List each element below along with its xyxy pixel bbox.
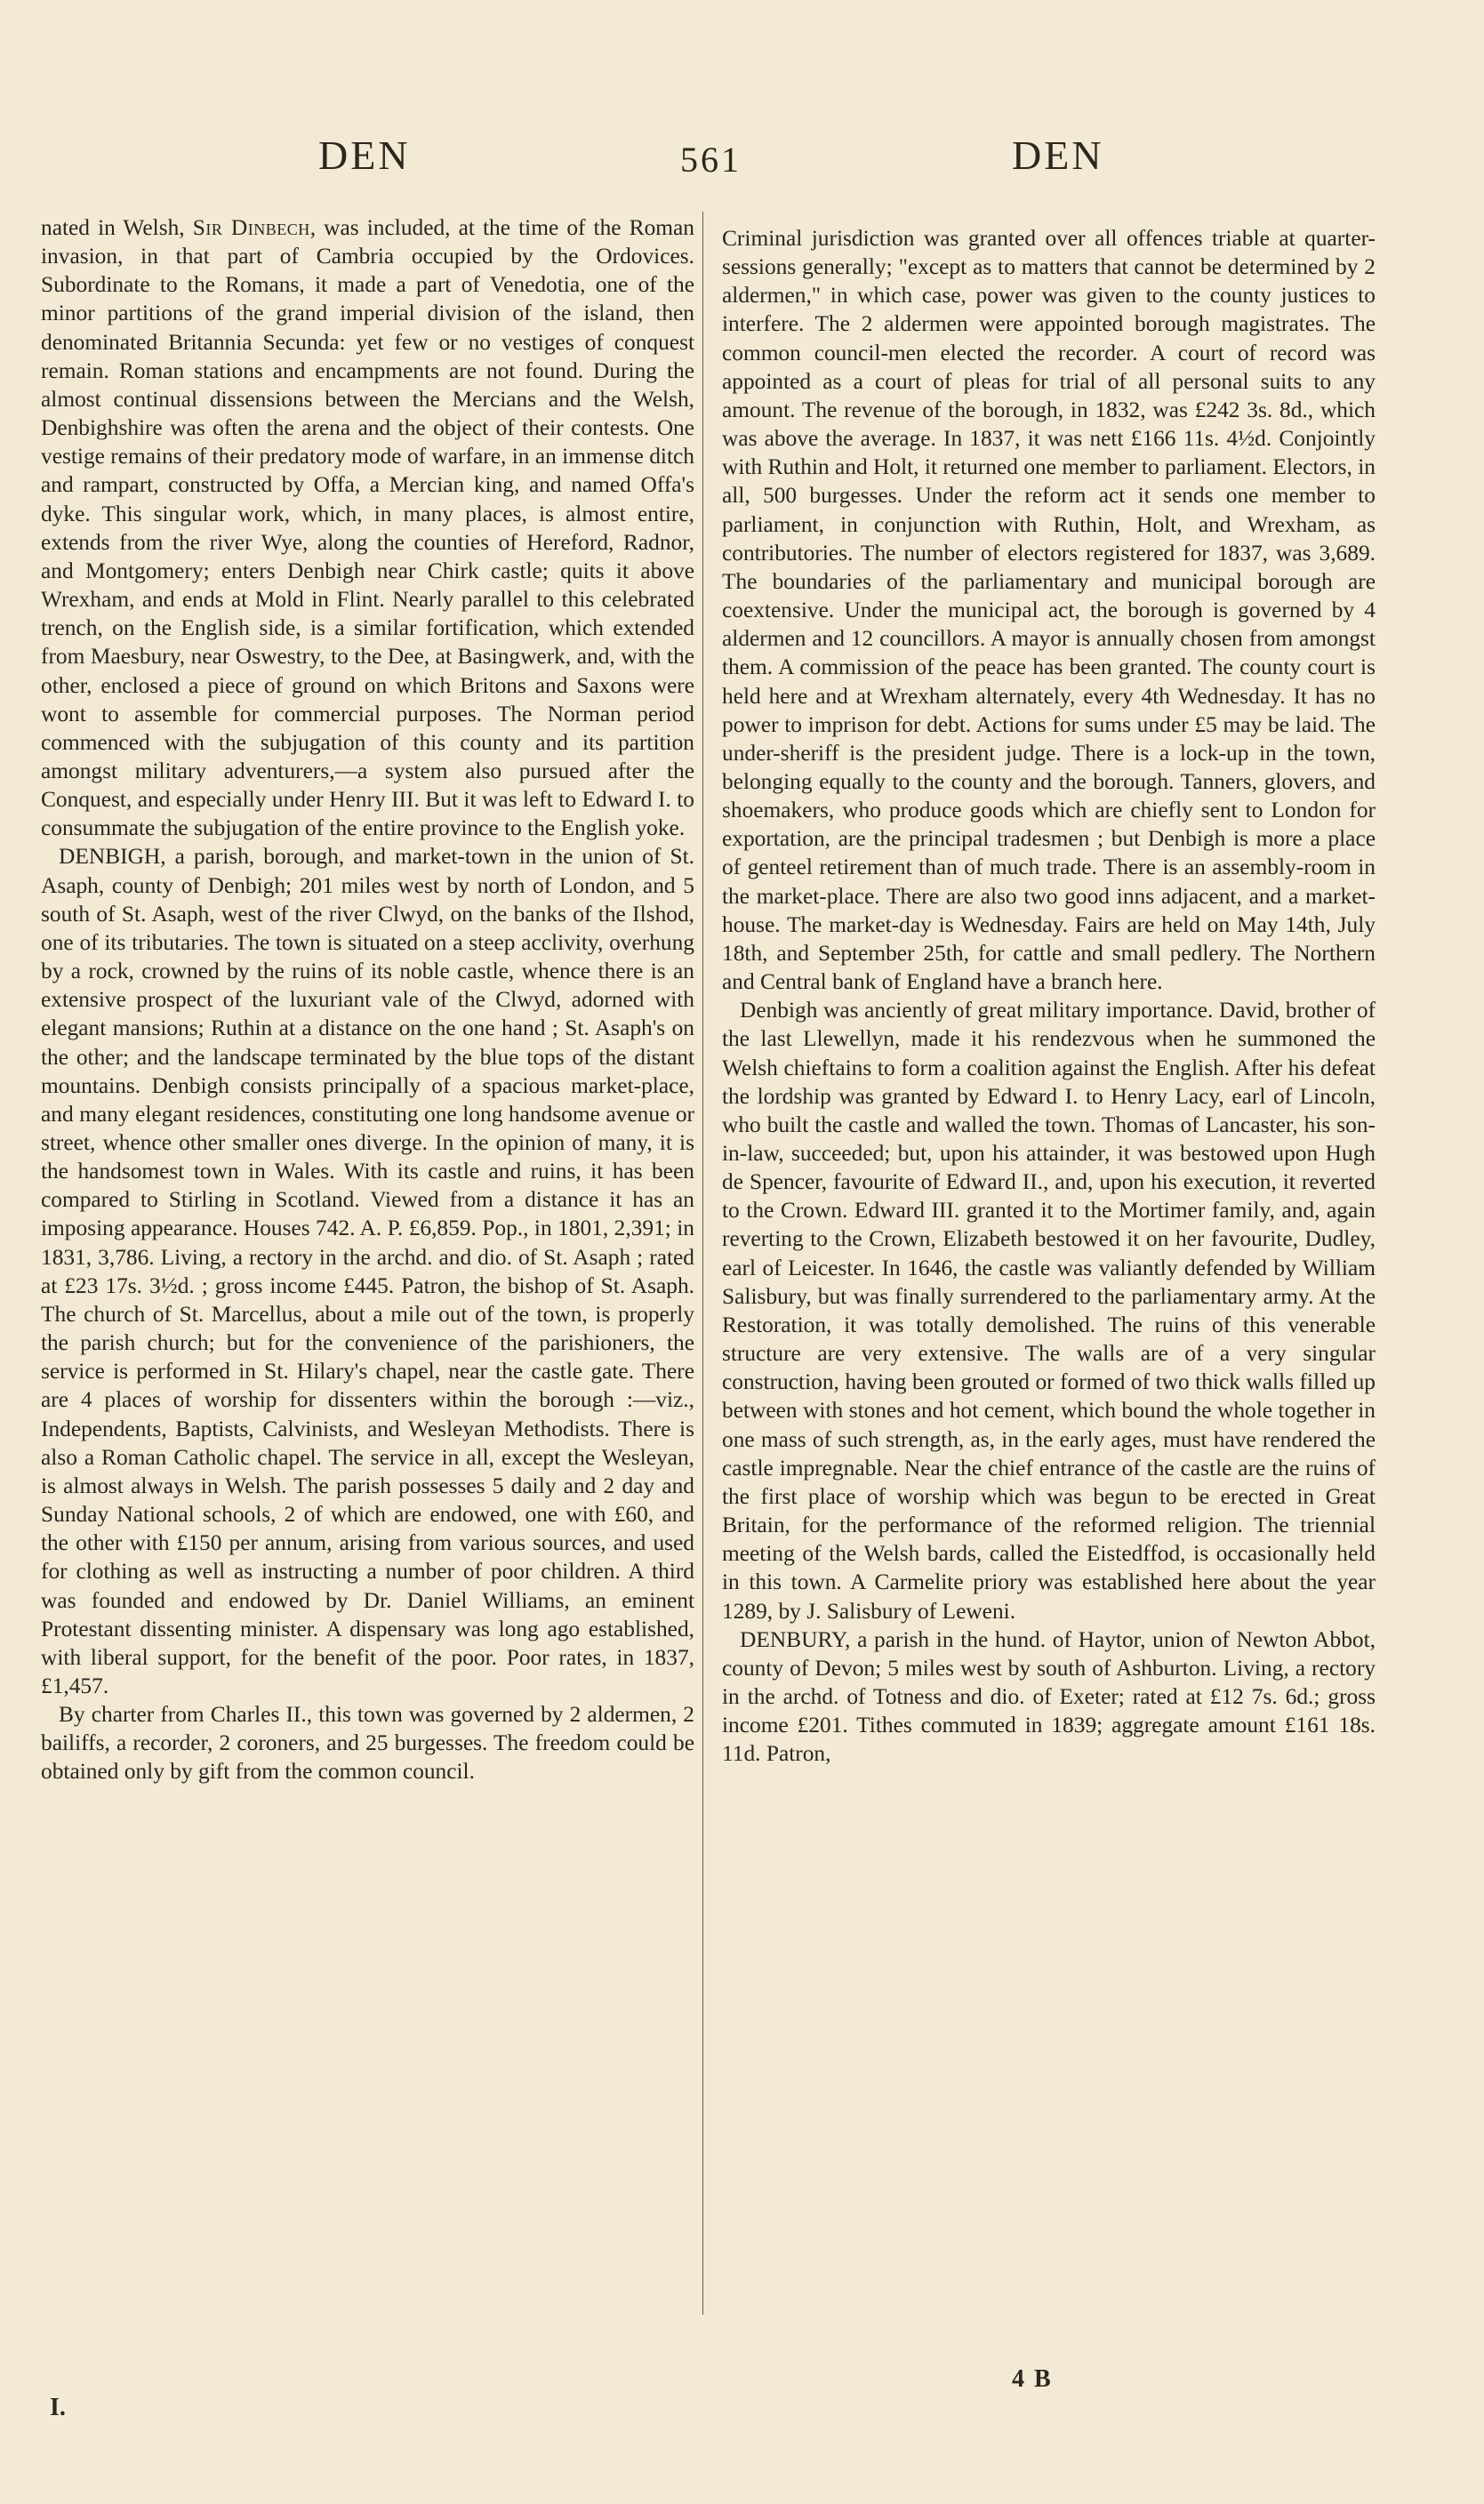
paragraph <box>41 213 694 842</box>
signature-mark: 4 B <box>1012 2365 1053 2393</box>
welsh-name: Sir Dinbech <box>192 215 310 240</box>
text-run: , was included, at the time of the Roman invasion, in that part of Cambria occupied by the Ordovices. Subordinate to the Romans, it made a part of Venedotia, one of the minor partitions of the grand imperial division of the island, then denominated Britannia Secunda: yet few or no vestiges of conquest remain. Roman stations and encampments are not found. During the almost continual dissensions between the Mercians and the Welsh, Denbighshire was often the arena and the object of their contests. One vestige remains of their predatory mode of warfare, in an immense ditch and rampart, constructed by Offa, a Mercian king, and named Offa's dyke. This singular work, which, in many places, is almost entire, extends from the river Wye, along the counties of Hereford, Radnor, and Montgomery; enters Denbigh near Chirk castle; quits it above Wrexham, and ends at Mold in Flint. Nearly parallel to this celebrated trench, on the English side, is a similar fortification, which extended from Maesbury, near Oswestry, to the Dee, at Basingwerk, and, with the other, enclosed a piece of ground on which Britons and Saxons were wont to assemble for commercial purposes. The Norman period commenced with the subjugation of this county and its partition amongst military adventurers,—a system also pursued after the Conquest, and especially under Henry III. But it was left to Edward I. to consummate the subjugation of the entire province to the English yoke. <box>41 215 694 841</box>
text-run: nated in Welsh, <box>41 215 193 240</box>
right-column <box>722 224 1376 1768</box>
volume-mark: I. <box>50 2394 66 2421</box>
running-head-right: DEN <box>1012 132 1104 178</box>
paragraph: Denbigh was anciently of great military importance. David, brother of the last Llewellyn, made it his rendezvous when he summoned the Welsh chieftains to form a coalition against the English. After his defeat the lordship was granted by Edward I. to Henry Lacy, earl of Lincoln, who built the castle and walled the town. Thomas of Lancaster, his son-in-law, succeeded; but, upon his attainder, it was bestowed upon Hugh de Spencer, favourite of Edward II., and, upon his execution, it reverted to the Crown. Edward III. granted it to the Mortimer family, and, again reverting to the Crown, Elizabeth bestowed it on her favourite, Dudley, earl of Leicester. In 1646, the castle was valiantly defended by William Salisbury, but was finally surrendered to the parliamentary army. At the Restoration, it was totally demolished. The ruins of this venerable structure are very extensive. The walls are of a very singular construction, having been grouted or formed of two thick walls filled up between with stones and hot cement, which bound the whole together in one mass of such strength, as, in the early ages, must have rendered the castle impregnable. Near the chief entrance of the castle are the ruins of the first place of worship which was begun to be erected in Great Britain, for the performance of the reformed religion. The triennial meeting of the Welsh bards, called the Eistedffod, is occasionally held in this town. A Carmelite priory was established here about the year 1289, by J. Salisbury of Leweni. <box>722 998 1376 1624</box>
paragraph: By charter from Charles II., this town was governed by 2 aldermen, 2 bailiffs, a recorder, 2 coroners, and 25 burgesses. The freedom could be obtained only by gift from the common council. <box>41 1702 694 1785</box>
paragraph-denbigh-entry: DENBIGH, a parish, borough, and market-town in the union of St. Asaph, county of Denbigh; 201 miles west by north of London, and 5 south of St. Asaph, west of the river Clwyd, on the banks of the Ilshod, one of its tributaries. The town is situated on a steep acclivity, overhung by a rock, crowned by the ruins of its noble castle, whence there is an extensive prospect of the luxuriant vale of the Clwyd, adorned with elegant mansions; Ruthin at a distance on the one hand ; St. Asaph's on the other; and the landscape terminated by the blue tops of the distant mountains. Denbigh consists principally of a spacious market-place, and many elegant residences, constituting one long handsome avenue or street, whence other smaller ones diverge. In the opinion of many, it is the handsomest town in Wales. With its castle and ruins, it has been compared to Stirling in Scotland. Viewed from a distance it has an imposing appearance. Houses 742. A. P. £6,859. Pop., in 1801, 2,391; in 1831, 3,786. Living, a rectory in the archd. and dio. of St. Asaph ; rated at £23 17s. 3½d. ; gross income £445. Patron, the bishop of St. Asaph. The church of St. Marcellus, about a mile out of the town, is properly the parish church; but for the convenience of the parishioners, the service is performed in St. Hilary's chapel, near the castle gate. There are 4 places of worship for dissenters within the borough :—viz., Independents, Baptists, Calvinists, and Wesleyan Methodists. There is also a Roman Catholic chapel. The service in all, except the Wesleyan, is almost always in Welsh. The parish possesses 5 daily and 2 day and Sunday National schools, 2 of which are endowed, one with £60, and the other with £150 per annum, arising from various sources, and used for clothing as well as instructing a number of poor children. A third was founded and endowed by Dr. Daniel Williams, an eminent Protestant dissenting minister. A dispensary was long ago established, with liberal support, for the benefit of the poor. Poor rates, in 1837, £1,457. <box>41 844 694 1698</box>
running-head-left: DEN <box>318 132 411 178</box>
page-number: 561 <box>680 140 742 180</box>
paragraph: Criminal jurisdiction was granted over all offences triable at quarter-sessions generally; "except as to matters that cannot be determined by 2 aldermen," in which case, power was given to the county justices to interfere. The 2 aldermen were appointed borough magistrates. The common council-men elected the recorder. A court of record was appointed as a court of pleas for trial of all personal suits to any amount. The revenue of the borough, in 1832, was £242 3s. 8d., which was above the average. In 1837, it was nett £166 11s. 4½d. Conjointly with Ruthin and Holt, it returned one member to parliament. Electors, in all, 500 burgesses. Under the reform act it sends one member to parliament, in conjunction with Ruthin, Holt, and Wrexham, as contributories. The number of electors registered for 1837, was 3,689. The boundaries of the parliamentary and municipal borough are coextensive. Under the municipal act, the borough is governed by 4 aldermen and 12 councillors. A mayor is annually chosen from amongst them. A commission of the peace has been granted. The county court is held here and at Wrexham alternately, every 4th Wednesday. It has no power to imprison for debt. Actions for sums under £5 may be laid. The under-sheriff is the president judge. There is a lock-up in the town, belonging equally to the county and the borough. Tanners, glovers, and shoemakers, who produce goods which are chiefly sent to London for exportation, are the principal tradesmen ; but Denbigh is more a place of genteel retirement than of much trade. There is an assembly-room in the market-place. There are also two good inns adjacent, and a market-house. The market-day is Wednesday. Fairs are held on May 14th, July 18th, and September 25th, for cattle and small pedlery. The Northern and Central bank of England have a branch here. <box>722 226 1376 995</box>
left-column <box>41 213 694 1786</box>
paragraph-denbury-entry: DENBURY, a parish in the hund. of Haytor, union of Newton Abbot, county of Devon; 5 miles west by south of Ashburton. Living, a rectory in the archd. of Totness and dio. of Exeter; rated at £12 7s. 6d.; gross income £201. Tithes commuted in 1839; aggregate amount £161 18s. 11d. Patron, <box>722 1626 1376 1767</box>
column-divider <box>702 212 703 2315</box>
